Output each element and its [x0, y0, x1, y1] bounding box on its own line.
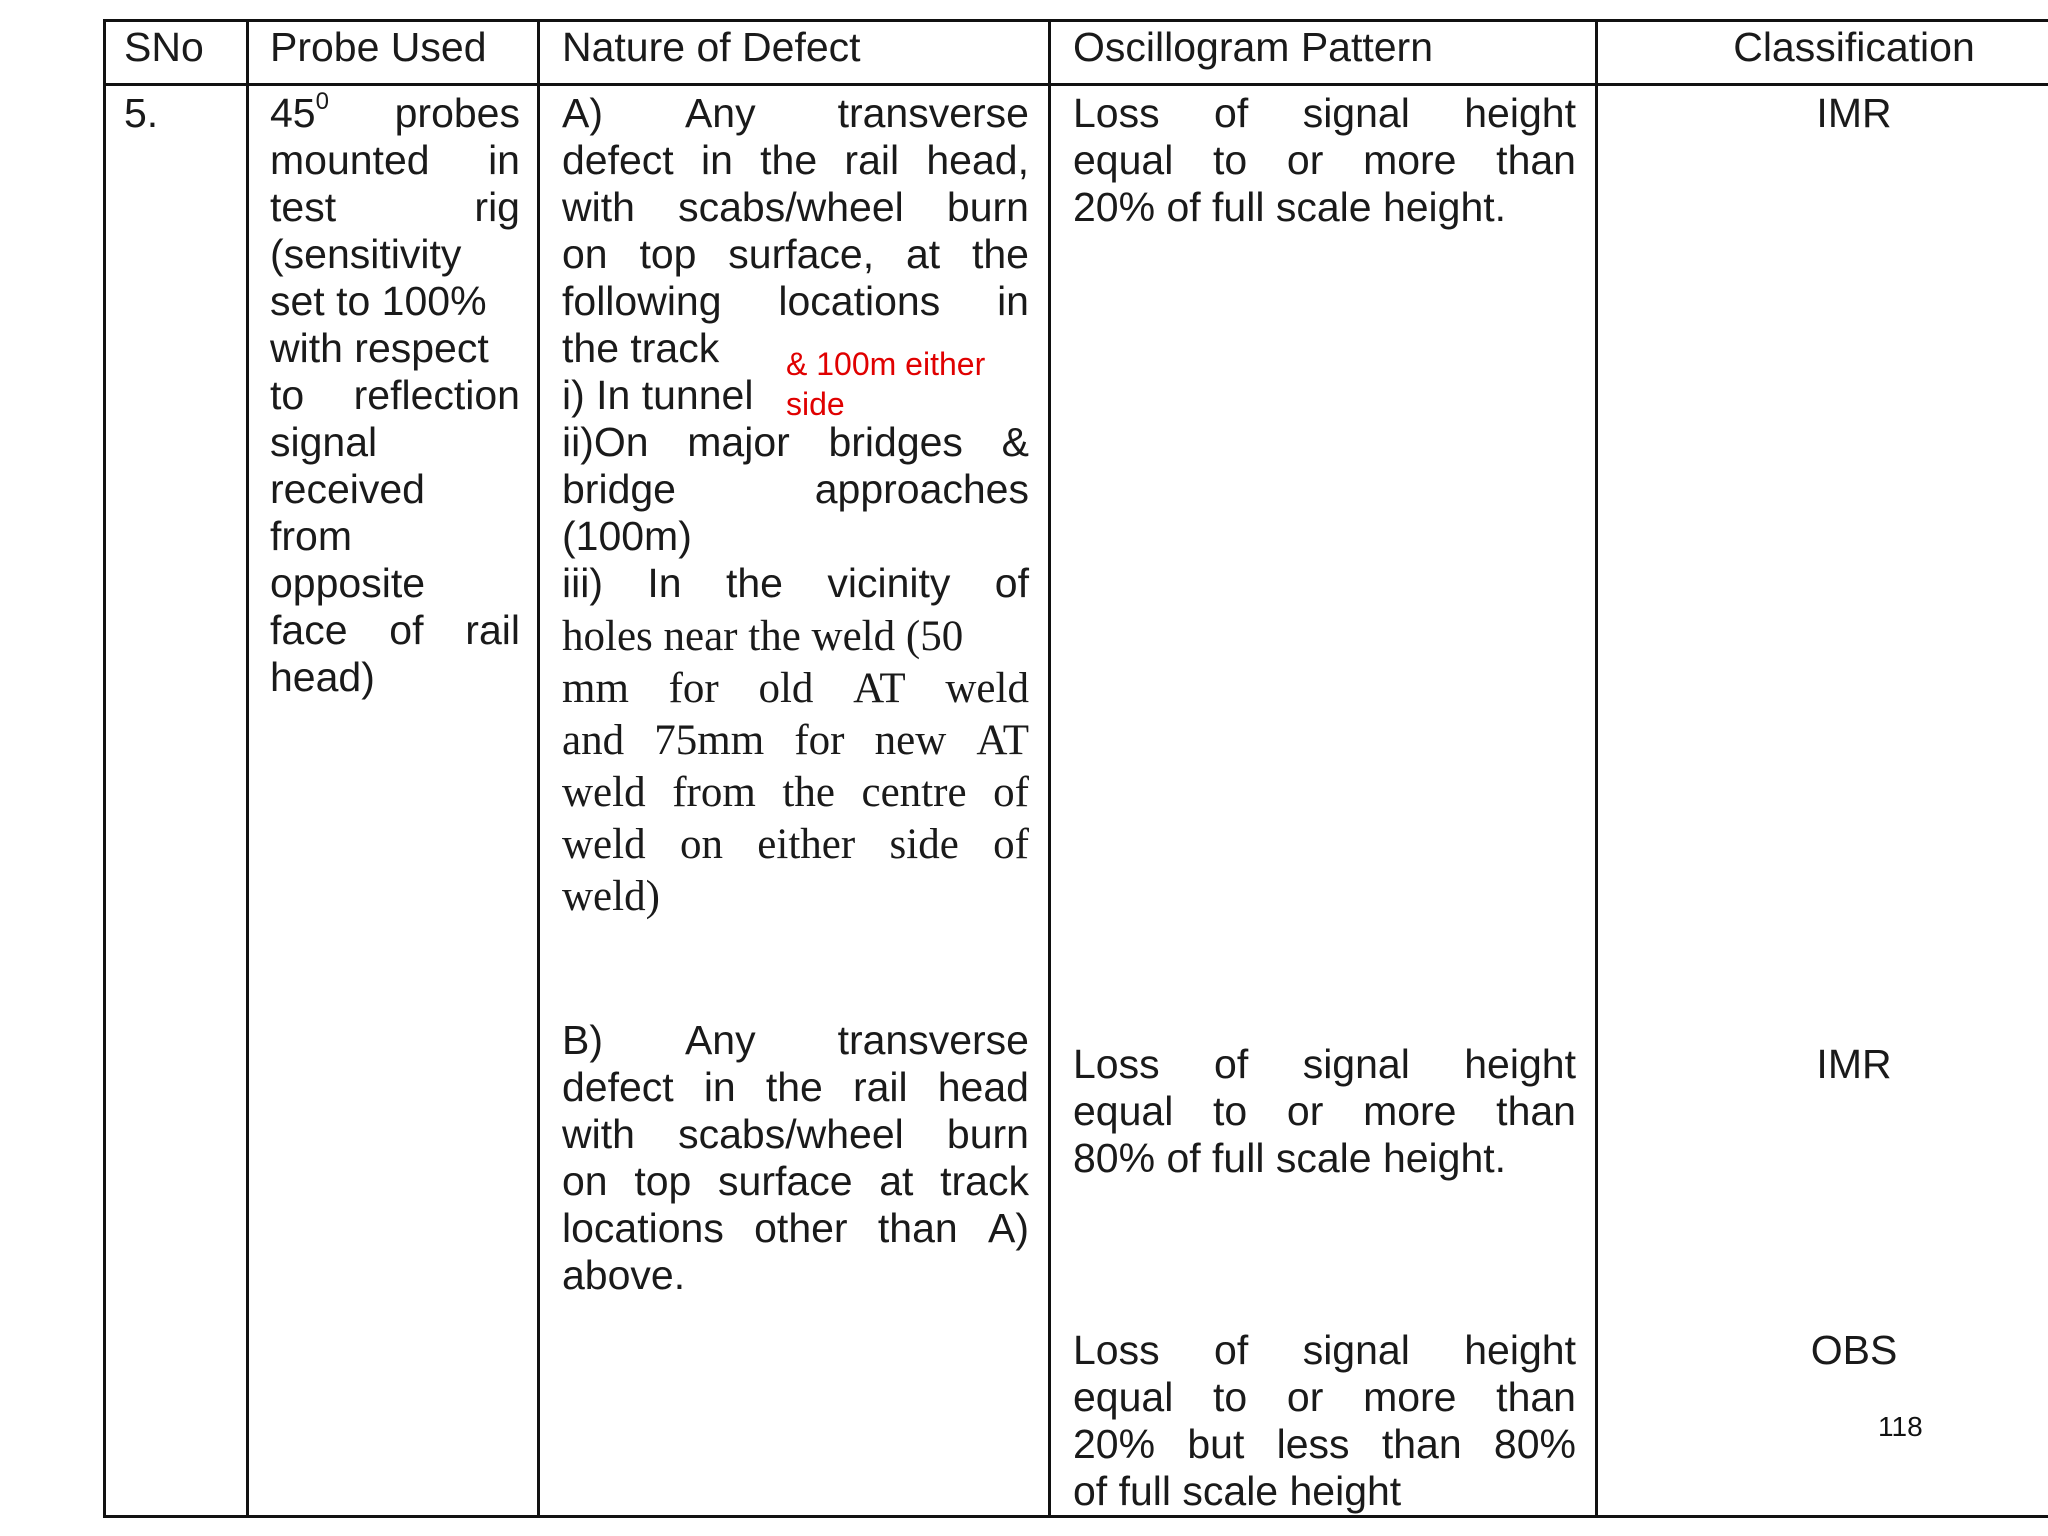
defect-b-line	[562, 1017, 1029, 1064]
probe-used-word: reflection	[353, 372, 520, 418]
defect-b-word: than	[877, 1205, 958, 1251]
defect-a-word: iii)	[562, 560, 603, 606]
probe-used-word: mounted	[270, 137, 430, 183]
defect-a-weld-line	[562, 715, 1029, 767]
probe-used-word: $45^0$	[270, 88, 329, 136]
pattern-b2-word: equal	[1073, 1374, 1174, 1420]
defect-a-word: the	[971, 231, 1029, 277]
pattern-b1-word: more	[1363, 1088, 1457, 1134]
row-sno: 5.	[124, 90, 159, 136]
defect-a-weld-word: either	[757, 821, 856, 868]
classification-a: IMR	[1816, 90, 1892, 136]
defect-a-line	[562, 231, 1029, 278]
oscillogram-pattern-b1	[1073, 1041, 1576, 1182]
pattern-b2-word: more	[1363, 1374, 1457, 1420]
table-left-border	[103, 19, 106, 1518]
pattern-b1-word: Loss	[1073, 1041, 1160, 1087]
defect-b-word: burn	[946, 1111, 1029, 1157]
defect-a-word: A)	[562, 90, 603, 136]
pattern-b2-word: signal	[1302, 1327, 1410, 1373]
defect-a-word: at	[905, 231, 941, 277]
defect-b-word: head	[937, 1064, 1029, 1110]
probe-used-word: test	[270, 184, 337, 230]
defect-a-word: approaches	[814, 466, 1029, 512]
defect-a-weld-word: AT	[976, 717, 1029, 764]
defect-a-weld-word: new	[874, 717, 947, 764]
defect-a-weld-line	[562, 871, 1029, 923]
defect-a-word: head,	[926, 137, 1029, 183]
pattern-b1-word: to	[1213, 1088, 1248, 1134]
probe-used-line	[270, 231, 520, 278]
defect-b-line	[562, 1111, 1029, 1158]
pattern-b1-word: of	[1214, 1041, 1249, 1087]
defect-a-word: (100m)	[562, 513, 692, 559]
probe-used-line	[270, 466, 520, 513]
pattern-a-word: equal	[1073, 137, 1174, 183]
defect-a-line	[562, 419, 1029, 466]
page-number: 118	[1878, 1411, 1923, 1442]
probe-used-line	[270, 513, 520, 560]
defect-a-weld-word: on	[679, 821, 723, 868]
pattern-b2-word: to	[1213, 1374, 1248, 1420]
defect-a-word: rail	[844, 137, 900, 183]
defect-a-word: vicinity	[827, 560, 951, 606]
probe-used-word: rail	[465, 607, 520, 653]
defect-a-line	[562, 466, 1029, 513]
defect-b-word: other	[754, 1205, 848, 1251]
defect-a-word: the	[725, 560, 783, 606]
defect-b-word: in	[703, 1064, 736, 1110]
defect-a-weld-word: for	[668, 665, 719, 712]
probe-used-cell	[270, 90, 520, 701]
pattern-b2-line	[1073, 1374, 1576, 1421]
defect-a-weld-word: side	[889, 821, 959, 868]
oscillogram-pattern-a	[1073, 90, 1576, 231]
defect-b-line	[562, 1205, 1029, 1252]
pattern-a-line	[1073, 90, 1576, 137]
defect-a-word: major	[687, 419, 790, 465]
defect-a-word: bridges	[828, 419, 963, 465]
probe-used-line	[270, 560, 520, 607]
pattern-b1-word: than	[1496, 1088, 1576, 1134]
defect-b-word: top	[634, 1158, 692, 1204]
defect-a-word: defect	[562, 137, 674, 183]
pattern-b1-word: or	[1286, 1088, 1324, 1134]
probe-used-word: from	[270, 513, 352, 559]
defect-a-word: the track	[562, 325, 720, 371]
header-bottom-border	[103, 83, 2048, 86]
probe-used-word: of	[389, 607, 424, 653]
defect-a-weld-line	[562, 819, 1029, 871]
probe-used-word: head)	[270, 654, 375, 700]
defect-a-weld-word: of	[993, 821, 1029, 868]
pattern-b2-line	[1073, 1468, 1576, 1515]
pattern-a-word: than	[1496, 137, 1576, 183]
defect-b-word: on	[562, 1158, 608, 1204]
probe-used-word: opposite	[270, 560, 426, 606]
header-probe-used: Probe Used	[270, 24, 487, 70]
defect-b-text	[562, 1017, 1029, 1299]
column-divider-sno	[246, 19, 249, 1518]
defect-b-line	[562, 1158, 1029, 1205]
defect-b-word: the	[765, 1064, 823, 1110]
probe-used-word: face	[270, 607, 348, 653]
defect-b-word: transverse	[837, 1017, 1029, 1063]
probe-used-line	[270, 372, 520, 419]
probe-used-word: probes	[394, 90, 520, 136]
defect-b-word: locations	[562, 1205, 724, 1251]
pattern-b2-word: of full scale height	[1073, 1468, 1402, 1514]
defect-a-weld-word: holes near the weld (50	[562, 613, 964, 660]
pattern-a-word: to	[1213, 137, 1248, 183]
probe-used-line	[270, 325, 520, 372]
defect-b-word: with	[562, 1111, 635, 1157]
defect-a-weld-word: old	[758, 665, 814, 712]
defect-a-weld-line	[562, 611, 1029, 663]
defect-a-line	[562, 513, 1029, 560]
defect-a-word: with	[562, 184, 635, 230]
defect-a-weld-word: from	[672, 769, 756, 816]
pattern-b1-line	[1073, 1135, 1576, 1182]
probe-used-word: to	[270, 372, 305, 418]
pattern-a-word: more	[1363, 137, 1457, 183]
handwritten-annotation	[786, 344, 985, 424]
defect-a-weld-word: of	[993, 769, 1029, 816]
defect-a-word: bridge	[562, 466, 676, 512]
probe-used-line	[270, 184, 520, 231]
probe-used-word: in	[488, 137, 520, 183]
probe-used-line	[270, 278, 520, 325]
defect-a-weld-word: and	[562, 717, 625, 764]
defect-b-word: Any	[684, 1017, 756, 1063]
pattern-b2-word: height	[1464, 1327, 1576, 1373]
pattern-b1-word: equal	[1073, 1088, 1174, 1134]
pattern-b2-line	[1073, 1327, 1576, 1374]
annotation-line: side	[786, 386, 845, 422]
probe-used-word: (sensitivity	[270, 231, 462, 277]
probe-used-line	[270, 607, 520, 654]
probe-used-word: with respect	[270, 325, 489, 371]
defect-b-word: scabs/wheel	[678, 1111, 904, 1157]
classification-b1: IMR	[1816, 1041, 1892, 1087]
defect-a-word: in	[997, 278, 1029, 324]
pattern-b2-word: than	[1381, 1421, 1462, 1467]
defect-a-word: ii)On	[562, 419, 649, 465]
pattern-b2-word: Loss	[1073, 1327, 1160, 1373]
defect-a-word: top	[639, 231, 697, 277]
degree-superscript: 0	[315, 88, 329, 115]
pattern-b2-word: less	[1276, 1421, 1350, 1467]
defect-a-line	[562, 278, 1029, 325]
probe-used-line	[270, 137, 520, 184]
pattern-b1-word: signal	[1302, 1041, 1410, 1087]
probe-used-line	[270, 90, 520, 137]
defect-a-line	[562, 184, 1029, 231]
defect-a-weld-word: weld)	[562, 873, 660, 920]
defect-b-line	[562, 1064, 1029, 1111]
defect-b-word: at	[879, 1158, 914, 1204]
probe-used-word: received	[270, 466, 425, 512]
probe-used-word: signal	[270, 419, 378, 465]
probe-used-line	[270, 419, 520, 466]
defect-b-word: above.	[562, 1252, 686, 1298]
defect-b-word: rail	[852, 1064, 908, 1110]
pattern-b1-line	[1073, 1041, 1576, 1088]
defect-a-weld-word: weld	[562, 821, 646, 868]
pattern-b2-word: 20%	[1073, 1421, 1156, 1467]
pattern-b2-line	[1073, 1421, 1576, 1468]
probe-used-line	[270, 654, 520, 701]
defect-a-line	[562, 90, 1029, 137]
defect-a-weld-word: the	[782, 769, 835, 816]
table-top-border	[103, 19, 2048, 22]
defect-a-word: surface,	[728, 231, 875, 277]
header-classification: Classification	[1733, 24, 1975, 70]
defect-a-weld-word: weld	[945, 665, 1029, 712]
defect-b-word: surface	[718, 1158, 853, 1204]
defect-a-weld-word: 75mm	[654, 717, 765, 764]
probe-used-word: set to 100%	[270, 278, 487, 324]
pattern-b2-word: 80%	[1493, 1421, 1576, 1467]
pattern-b1-word: height	[1464, 1041, 1576, 1087]
pattern-a-line	[1073, 184, 1576, 231]
defect-a-word: In	[647, 560, 682, 606]
pattern-b1-line	[1073, 1088, 1576, 1135]
defect-b-line	[562, 1252, 1029, 1299]
defect-a-weld-word: AT	[853, 665, 906, 712]
annotation-line: & 100m either	[786, 346, 986, 382]
column-divider-nature	[1048, 19, 1051, 1518]
defect-a-word: locations	[778, 278, 941, 324]
defect-a-word: on	[562, 231, 608, 277]
table-bottom-border	[103, 1515, 2048, 1518]
defect-a-word: of	[994, 560, 1029, 606]
pattern-b2-word: or	[1286, 1374, 1324, 1420]
pattern-a-word: of	[1214, 90, 1249, 136]
defect-a-weld-line	[562, 767, 1029, 819]
defect-b-word: A)	[987, 1205, 1029, 1251]
classification-b2: OBS	[1810, 1327, 1898, 1373]
pattern-b1-word: 80% of full scale height.	[1073, 1135, 1507, 1181]
defect-a-weld-word: mm	[562, 665, 629, 712]
pattern-b2-word: but	[1187, 1421, 1245, 1467]
column-divider-oscillogram	[1595, 19, 1598, 1518]
defect-a-line	[562, 560, 1029, 607]
defect-a-weld-line	[562, 663, 1029, 715]
oscillogram-pattern-b2	[1073, 1327, 1576, 1515]
pattern-a-word: 20% of full scale height.	[1073, 184, 1507, 230]
defect-a-weld-word: centre	[861, 769, 967, 816]
defect-b-word: defect	[562, 1064, 674, 1110]
defect-a-word: the	[760, 137, 818, 183]
defect-b-word: B)	[562, 1017, 603, 1063]
header-oscillogram-pattern: Oscillogram Pattern	[1073, 24, 1434, 70]
defect-a-word: scabs/wheel	[678, 184, 904, 230]
defect-a-weld-word: weld	[562, 769, 646, 816]
defect-a-word: following	[562, 278, 722, 324]
defect-a-weld-word: for	[794, 717, 845, 764]
header-sno: SNo	[124, 24, 204, 70]
pattern-a-line	[1073, 137, 1576, 184]
defect-a-line	[562, 137, 1029, 184]
pattern-a-word: signal	[1302, 90, 1410, 136]
defect-a-word: i) In tunnel	[562, 372, 754, 418]
defect-a-word: &	[1001, 419, 1029, 465]
probe-used-word: rig	[474, 184, 520, 230]
defect-a-word: transverse	[837, 90, 1029, 136]
header-nature-of-defect: Nature of Defect	[562, 24, 861, 70]
pattern-a-word: height	[1464, 90, 1576, 136]
defect-b-word: track	[940, 1158, 1029, 1204]
pattern-b2-word: of	[1214, 1327, 1249, 1373]
defect-a-weld-text	[562, 611, 1029, 923]
column-divider-probe	[537, 19, 540, 1518]
pattern-a-word: Loss	[1073, 90, 1160, 136]
defect-a-word: in	[700, 137, 733, 183]
defect-a-word: burn	[946, 184, 1029, 230]
pattern-a-word: or	[1286, 137, 1324, 183]
pattern-b2-word: than	[1496, 1374, 1576, 1420]
defect-a-word: Any	[684, 90, 756, 136]
